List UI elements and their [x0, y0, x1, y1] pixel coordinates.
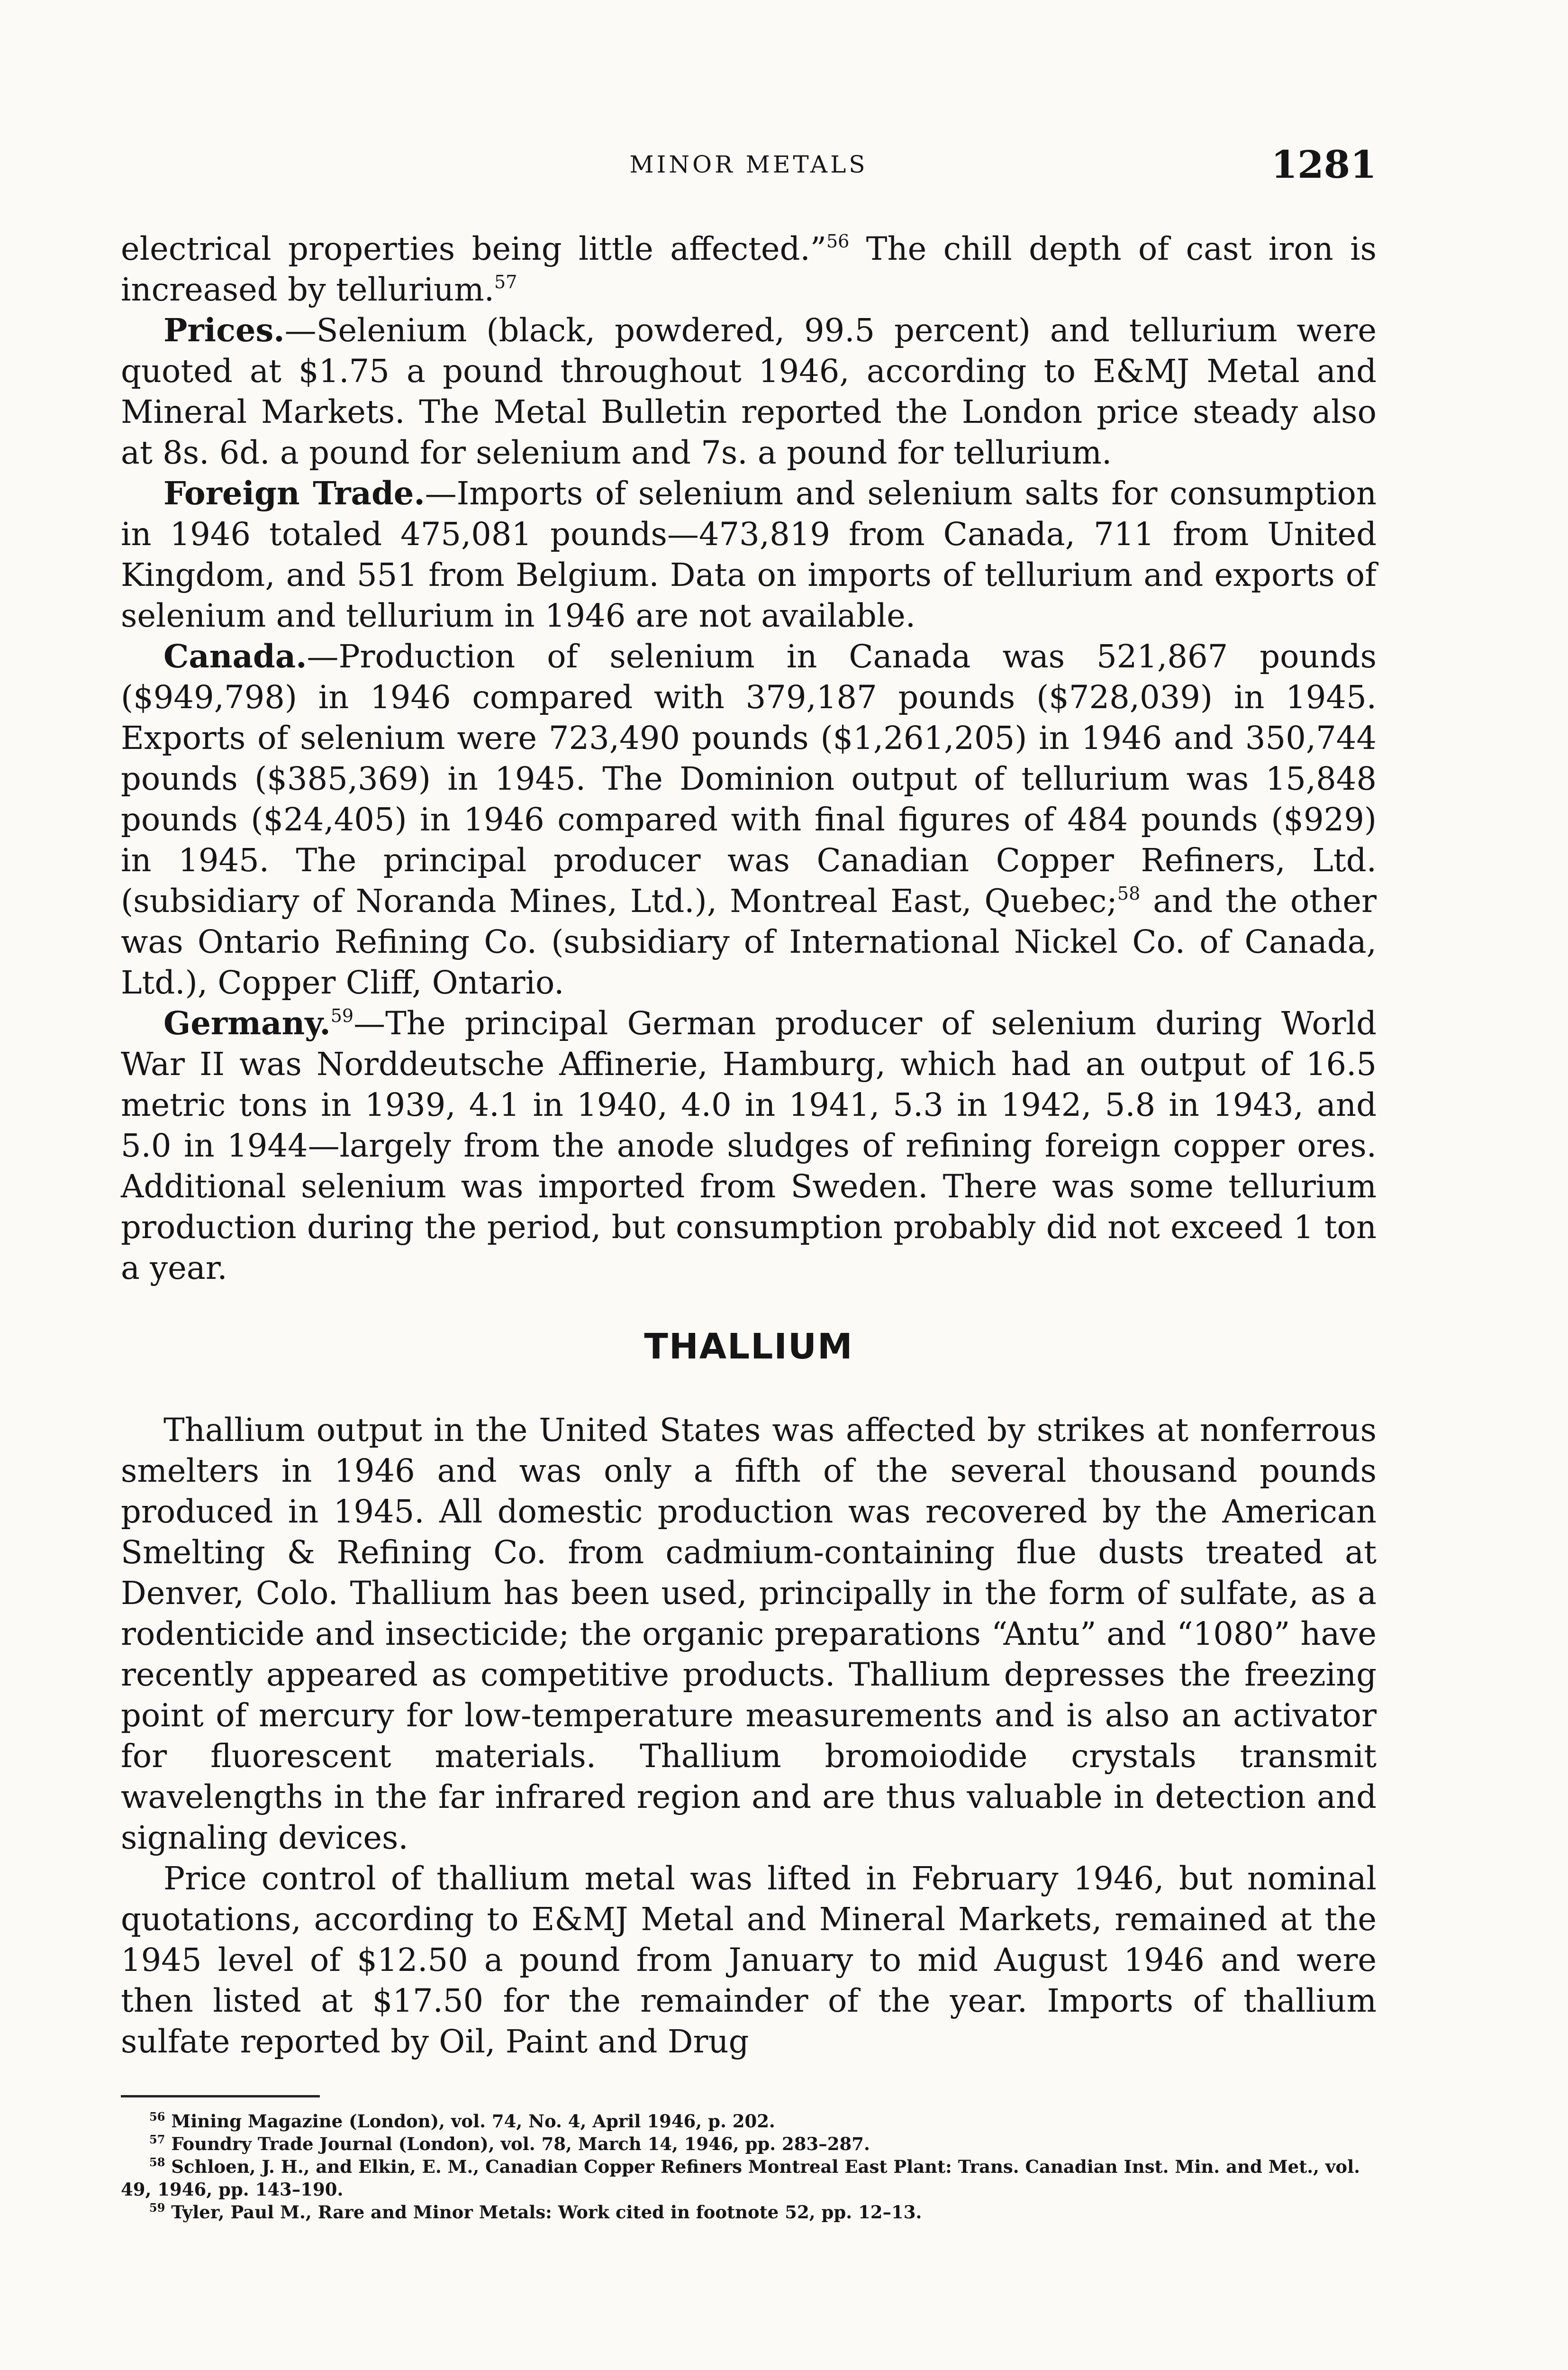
paragraph-text: —Production of selenium in Canada was 521,867 pounds ($949,798) in 1946 compared with 379,187 pounds ($728,039) in 1945. Exports of selenium were 723,490 pounds ($1,261,205) in 1946 and 350,744 pounds ($385,369) in 1945. The Dominion output of tellurium was 15,848 pounds ($24,405) in 1946 compared with final figures of 484 pounds ($929) in 1945. The principal producer was Canadian Copper Refiners, Ltd. (subsidiary of Noranda Mines, Ltd.), Montreal East, Quebec; [121, 638, 1377, 920]
footnote [121, 2110, 1377, 2133]
paragraph-foreign-trade [121, 473, 1377, 636]
paragraph-text: electrical properties being little affected.” [121, 230, 826, 267]
footnote-number: 59 [149, 2201, 165, 2215]
paragraph-continuation [121, 228, 1377, 310]
footnote-number: 56 [149, 2110, 165, 2124]
paragraph-text: —The principal German producer of selenium during World War II was Norddeutsche Affinerie, Hamburg, which had an output of 16.5 metric tons in 1939, 4.1 in 1940, 4.0 in 1941, 5.3 in 1942, 5.8 in 1943, and 5.0 in 1944—largely from the anode sludges of refining foreign copper ores. Additional selenium was imported from Sweden. There was some tellurium production during the period, but consumption probably did not exceed 1 ton a year. [121, 1005, 1377, 1286]
paragraph-text: —Imports of selenium and selenium salts for consumption in 1946 totaled 475,081 pounds—473,819 from Canada, 711 from United Kingdom, and 551 from Belgium. Data on imports of tellurium and exports of selenium and tellurium in 1946 are not available. [121, 475, 1377, 634]
runin-heading: Germany. [163, 1004, 331, 1042]
running-head [121, 142, 1377, 185]
paragraph-germany [121, 1003, 1377, 1288]
document-page [121, 142, 1377, 2224]
footnote-number: 58 [149, 2155, 165, 2169]
section-heading: THALLIUM [644, 1326, 853, 1367]
paragraph-thallium-output: Thallium output in the United States was affected by strikes at nonferrous smelters in 1946 and was only a fifth of the several thousand pounds produced in 1945. All domestic production was recovered by the American Smelting & Refining Co. from cadmium-containing flue dusts treated at Denver, Colo. Thallium has been used, principally in the form of sulfate, as a rodenticide and insecticide; the organic preparations “Antu” and “1080” have recently appeared as competitive products. Thallium depresses the freezing point of mercury for low-temperature measurements and is also an activator for fluorescent materials. Thallium bromoiodide crystals transmit wavelengths in the far infrared region and are thus valuable in detection and signaling devices. [121, 1412, 1377, 1856]
footnotes [121, 2110, 1377, 2224]
paragraph-prices [121, 310, 1377, 473]
body-text [121, 228, 1377, 2062]
footnote-text: Mining Magazine (London), vol. 74, No. 4, April 1946, p. 202. [165, 2111, 775, 2132]
footnote-text: Schloen, J. H., and Elkin, E. M., Canadian Copper Refiners Montreal East Plant: Trans. Canadian Inst. Min. and Met., vol. 49, 1946, pp. 143–190. [121, 2156, 1360, 2200]
footnote [121, 2133, 1377, 2155]
runin-heading: Prices. [163, 311, 285, 349]
paragraph-thallium-price: Price control of thallium metal was lifted in February 1946, but nominal quotations, according to E&MJ Metal and Mineral Markets, remained at the 1945 level of $12.50 a pound from January to mid August 1946 and were then listed at $17.50 for the remainder of the year. Imports of thallium sulfate reported by Oil, Paint and Drug [121, 1860, 1377, 2060]
footnote [121, 2155, 1377, 2201]
paragraph-text: The chill depth of cast iron is increased by tellurium. [121, 230, 1377, 308]
running-title: MINOR METALS [629, 151, 868, 178]
footnote [121, 2201, 1377, 2224]
footnote-rule [121, 2095, 320, 2097]
footnote-number: 57 [149, 2133, 165, 2146]
runin-heading: Canada. [163, 638, 307, 675]
footnote-ref: 57 [494, 272, 517, 292]
runin-heading: Foreign Trade. [163, 474, 425, 512]
footnote-text: Foundry Trade Journal (London), vol. 78, March 14, 1946, pp. 283–287. [165, 2133, 870, 2154]
page-number: 1281 [1271, 142, 1377, 187]
footnote-ref: 56 [826, 231, 850, 252]
footnote-ref: 58 [1117, 883, 1141, 904]
footnote-text: Tyler, Paul M., Rare and Minor Metals: Work cited in footnote 52, pp. 12–13. [165, 2202, 922, 2223]
footnote-ref: 59 [330, 1005, 354, 1026]
paragraph-canada [121, 636, 1377, 1003]
paragraph-text: —Selenium (black, powdered, 99.5 percent) and tellurium were quoted at $1.75 a pound throughout 1946, according to E&MJ Metal and Mineral Markets. The Metal Bulletin reported the London price steady also at 8s. 6d. a pound for selenium and 7s. a pound for tellurium. [121, 312, 1377, 471]
paragraph-text: and the other was Ontario Refining Co. (subsidiary of International Nickel Co. of Canada, Ltd.), Copper Cliff, Ontario. [121, 883, 1377, 1001]
